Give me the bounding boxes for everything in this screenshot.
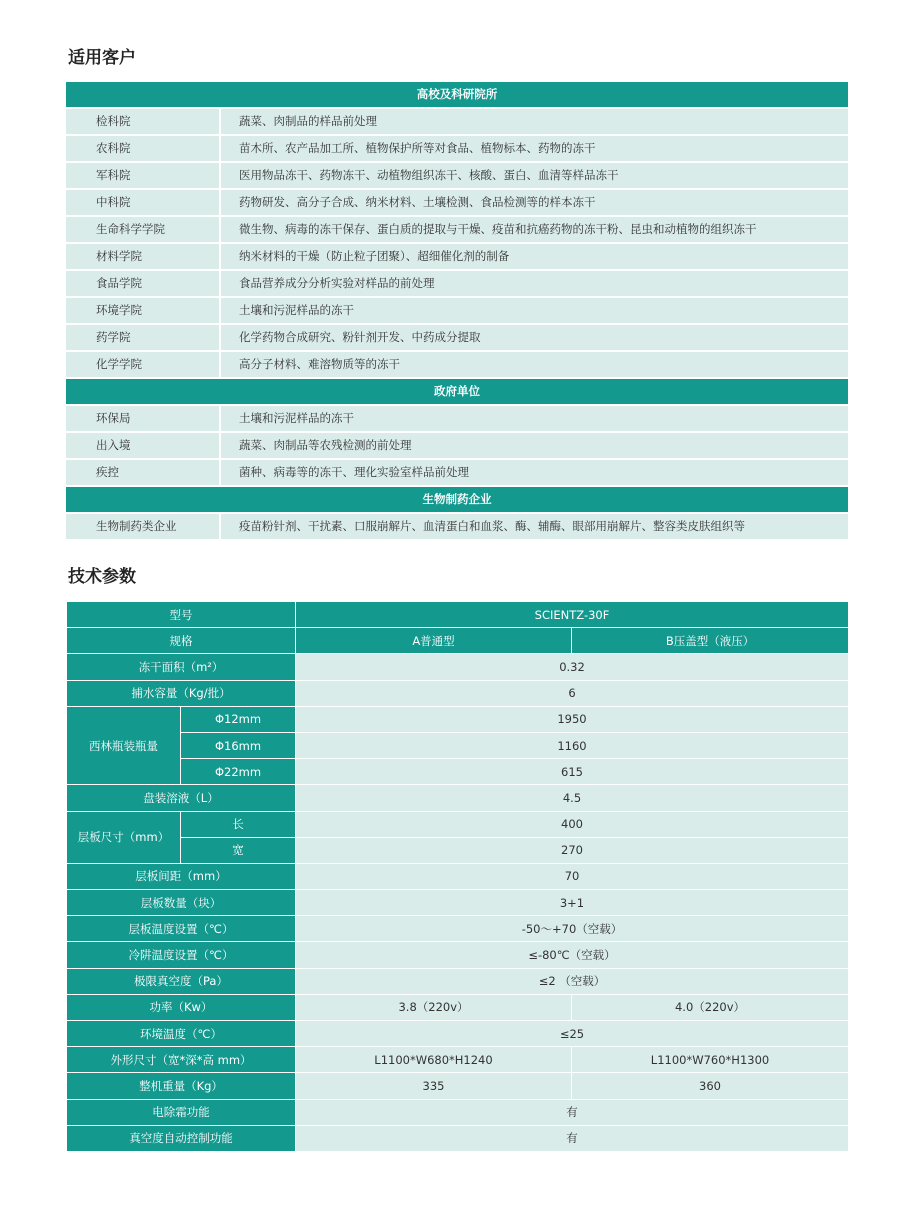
power-a: 3.8（220v） xyxy=(296,994,572,1020)
shelf-temp-value: -50～+70（空载） xyxy=(296,916,849,942)
shelf-width-label: 宽 xyxy=(181,837,296,863)
customer-desc: 土壤和污泥样品的冻干 xyxy=(239,303,354,317)
table-row xyxy=(67,968,849,994)
customer-desc: 蔬菜、肉制品的样品前处理 xyxy=(239,114,377,128)
customer-desc: 土壤和污泥样品的冻干 xyxy=(239,411,354,425)
shelf-count-label: 层板数量（块） xyxy=(67,890,296,916)
vial-16-value: 1160 xyxy=(296,732,849,758)
cold-trap-value: ≤-80℃（空载） xyxy=(296,942,849,968)
weight-label: 整机重量（Kg） xyxy=(67,1073,296,1099)
vac-ctrl-value: 有 xyxy=(296,1125,849,1151)
spec-b: B压盖型（液压） xyxy=(572,628,849,654)
table-row xyxy=(66,433,848,460)
table-row xyxy=(66,244,848,271)
env-temp-label: 环境温度（℃） xyxy=(67,1021,296,1047)
table-row xyxy=(66,109,848,136)
group-header: 高校及科研院所 xyxy=(66,82,848,109)
customer-name: 农科院 xyxy=(66,136,221,161)
table-row xyxy=(67,785,849,811)
customer-desc: 纳米材料的干燥（防止粒子团聚）、超细催化剂的制备 xyxy=(239,249,510,263)
table-row xyxy=(67,1099,849,1125)
table-row xyxy=(67,811,849,837)
env-temp-value: ≤25 xyxy=(296,1021,849,1047)
vial-22-label: Φ22mm xyxy=(181,759,296,785)
table-row xyxy=(66,217,848,244)
table-row xyxy=(66,352,848,379)
table-row xyxy=(67,1021,849,1047)
customer-name: 化学学院 xyxy=(66,352,221,377)
table-row xyxy=(67,1047,849,1073)
table-row xyxy=(67,1073,849,1099)
table-row xyxy=(67,1125,849,1151)
table-row xyxy=(67,759,849,785)
table-row xyxy=(66,514,848,541)
defrost-label: 电除霜功能 xyxy=(67,1099,296,1125)
customer-desc: 食品营养成分分析实验对样品的前处理 xyxy=(239,276,435,290)
spec-label: 规格 xyxy=(67,628,296,654)
customer-desc: 药物研发、高分子合成、纳米材料、土壤检测、食品检测等的样本冻干 xyxy=(239,195,596,209)
customer-desc: 菌种、病毒等的冻干、理化实验室样品前处理 xyxy=(239,465,469,479)
table-row xyxy=(66,406,848,433)
customer-desc: 微生物、病毒的冻干保存、蛋白质的提取与干燥、疫苗和抗癌药物的冻干粉、昆虫和动植物的组织冻干 xyxy=(239,222,757,236)
customers-title: 适用客户 xyxy=(68,48,136,68)
customer-name: 食品学院 xyxy=(66,271,221,296)
customer-desc: 化学药物合成研究、粉针剂开发、中药成分提取 xyxy=(239,330,481,344)
vial-12-label: Φ12mm xyxy=(181,706,296,732)
vial-16-label: Φ16mm xyxy=(181,732,296,758)
defrost-value: 有 xyxy=(296,1099,849,1125)
params-title: 技术参数 xyxy=(68,567,136,587)
customer-name: 疾控 xyxy=(66,460,221,485)
weight-a: 335 xyxy=(296,1073,572,1099)
table-row xyxy=(67,994,849,1020)
table-row xyxy=(67,863,849,889)
tray-label: 盘装溶液（L） xyxy=(67,785,296,811)
shelf-spacing-value: 70 xyxy=(296,863,849,889)
customer-name: 生物制药类企业 xyxy=(66,514,221,539)
customer-desc: 高分子材料、难溶物质等的冻干 xyxy=(239,357,400,371)
customers-table xyxy=(66,82,848,541)
table-row xyxy=(67,628,849,654)
vac-ctrl-label: 真空度自动控制功能 xyxy=(67,1125,296,1151)
area-label: 冻干面积（m²） xyxy=(67,654,296,680)
vacuum-label: 极限真空度（Pa） xyxy=(67,968,296,994)
table-row xyxy=(67,942,849,968)
model-label: 型号 xyxy=(67,602,296,628)
group-header: 生物制药企业 xyxy=(66,487,848,514)
dims-b: L1100*W760*H1300 xyxy=(572,1047,849,1073)
customer-name: 材料学院 xyxy=(66,244,221,269)
vacuum-value: ≤2 （空载） xyxy=(296,968,849,994)
table-row xyxy=(67,890,849,916)
capture-label: 捕水容量（Kg/批） xyxy=(67,680,296,706)
shelf-count-value: 3+1 xyxy=(296,890,849,916)
shelf-temp-label: 层板温度设置（℃） xyxy=(67,916,296,942)
params-table xyxy=(66,601,849,1152)
customer-name: 环境学院 xyxy=(66,298,221,323)
table-row xyxy=(67,837,849,863)
customer-name: 药学院 xyxy=(66,325,221,350)
table-row xyxy=(66,325,848,352)
table-row xyxy=(66,460,848,487)
customer-desc: 疫苗粉针剂、干扰素、口服崩解片、血清蛋白和血浆、酶、辅酶、眼部用崩解片、整容类皮肤组织等 xyxy=(239,519,745,533)
customer-name: 环保局 xyxy=(66,406,221,431)
shelf-length-value: 400 xyxy=(296,811,849,837)
table-row xyxy=(67,654,849,680)
customer-desc: 医用物品冻干、药物冻干、动植物组织冻干、核酸、蛋白、血清等样品冻干 xyxy=(239,168,619,182)
power-b: 4.0（220v） xyxy=(572,994,849,1020)
table-row xyxy=(66,136,848,163)
table-row xyxy=(67,680,849,706)
shelf-width-value: 270 xyxy=(296,837,849,863)
model-value: SCIENTZ-30F xyxy=(296,602,849,628)
shelf-spacing-label: 层板间距（mm） xyxy=(67,863,296,889)
vial-12-value: 1950 xyxy=(296,706,849,732)
customer-desc: 蔬菜、肉制品等农残检测的前处理 xyxy=(239,438,412,452)
table-row xyxy=(67,706,849,732)
customer-name: 生命科学学院 xyxy=(66,217,221,242)
area-value: 0.32 xyxy=(296,654,849,680)
vial-22-value: 615 xyxy=(296,759,849,785)
power-label: 功率（Kw） xyxy=(67,994,296,1020)
customer-name: 检科院 xyxy=(66,109,221,134)
cold-trap-label: 冷阱温度设置（℃） xyxy=(67,942,296,968)
customer-desc: 苗木所、农产品加工所、植物保护所等对食品、植物标本、药物的冻干 xyxy=(239,141,596,155)
table-row xyxy=(66,298,848,325)
spec-a: A普通型 xyxy=(296,628,572,654)
table-row xyxy=(67,602,849,628)
tray-value: 4.5 xyxy=(296,785,849,811)
shelf-length-label: 长 xyxy=(181,811,296,837)
table-row xyxy=(67,916,849,942)
table-row xyxy=(66,271,848,298)
customer-name: 军科院 xyxy=(66,163,221,188)
group-header: 政府单位 xyxy=(66,379,848,406)
table-row xyxy=(67,732,849,758)
vial-label: 西林瓶装瓶量 xyxy=(67,706,181,785)
capture-value: 6 xyxy=(296,680,849,706)
table-row xyxy=(66,190,848,217)
dims-a: L1100*W680*H1240 xyxy=(296,1047,572,1073)
weight-b: 360 xyxy=(572,1073,849,1099)
shelf-size-label: 层板尺寸（mm） xyxy=(67,811,181,863)
table-row xyxy=(66,163,848,190)
customer-name: 中科院 xyxy=(66,190,221,215)
dims-label: 外形尺寸（宽*深*高 mm） xyxy=(67,1047,296,1073)
customer-name: 出入境 xyxy=(66,433,221,458)
